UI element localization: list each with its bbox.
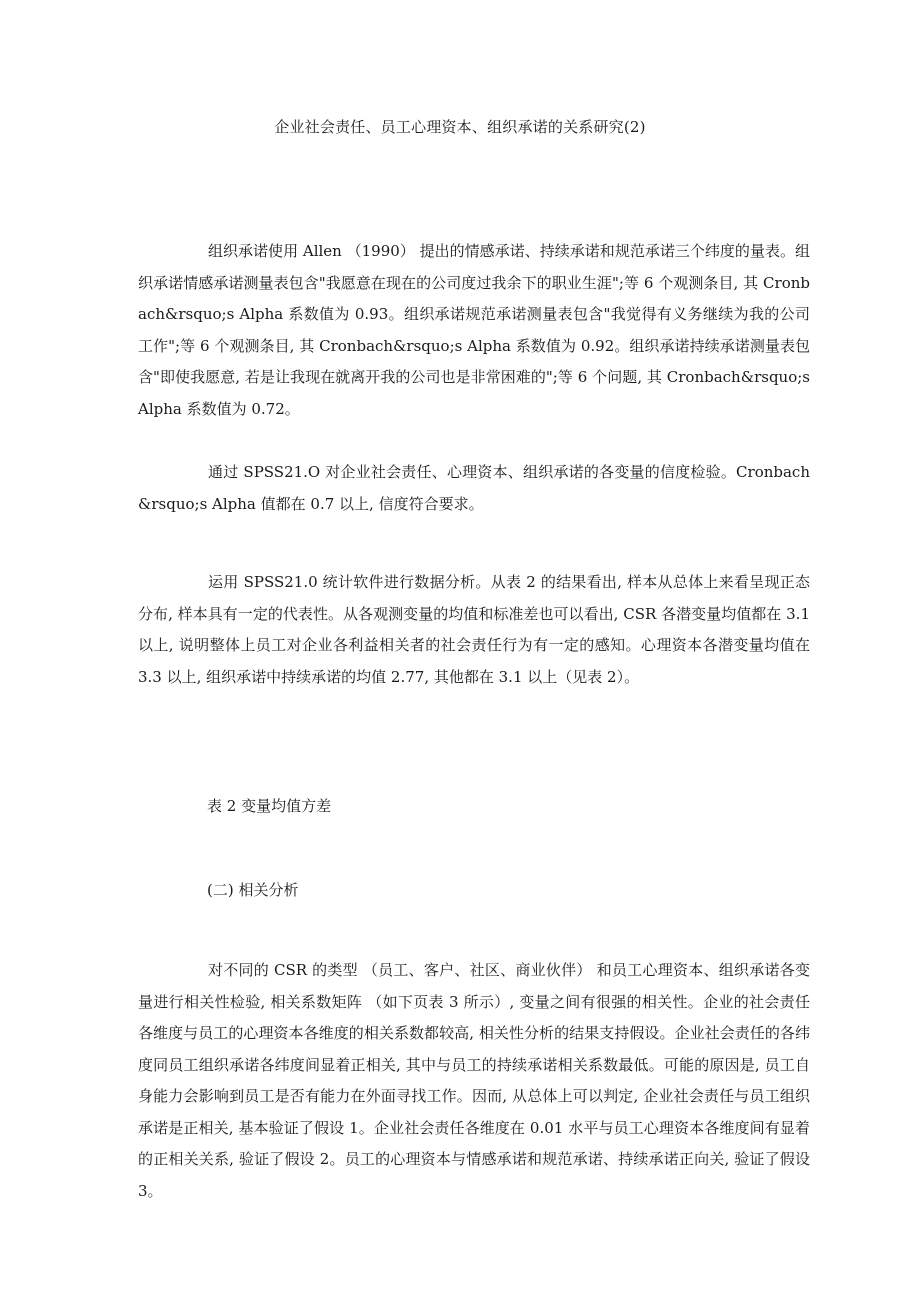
paragraph-correlation-analysis: 对不同的 CSR 的类型 （员工、客户、社区、商业伙伴） 和员工心理资本、组织承诺各变量进行相关性检验, 相关系数矩阵 （如下页表 3 所示）, 变量之间有很强的相关性。企业的社会责任各维度与员工的心理资本各维度的相关系数都较高, 相关性分析的结果支持假设。企业社会责任的各纬度同员工组织承诺各纬度间显着正相关, 其中与员工的持续承诺相关系数最低。可能的原因是, 员工自身能力会影响到员工是否有能力在外面寻找工作。因而, 从总体上可以判定, 企业社会责任与员工组织承诺是正相关, 基本验证了假设 1。企业社会责任各维度在 0.01 水平与员工心理资本各维度间有显着的正相关关系, 验证了假设 2。员工的心理资本与情感承诺和规范承诺、持续承诺正向关, 验证了假设 3。	[138, 961, 810, 1200]
paragraph-descriptive-statistics: 运用 SPSS21.0 统计软件进行数据分析。从表 2 的结果看出, 样本从总体上来看呈现正态分布, 样本具有一定的代表性。从各观测变量的均值和标准差也可以看出, CSR 各潜变量均值都在 3.1 以上, 说明整体上员工对企业各利益相关者的社会责任行为有一定的感知。心理资本各潜变量均值在 3.3 以上, 组织承诺中持续承诺的均值 2.77, 其他都在 3.1 以上（见表 2）。	[138, 573, 810, 686]
table-caption: 表 2 变量均值方差	[207, 797, 332, 815]
paragraph-organizational-commitment-scale: 组织承诺使用 Allen （1990） 提出的情感承诺、持续承诺和规范承诺三个纬度的量表。组织承诺情感承诺测量表包含"我愿意在现在的公司度过我余下的职业生涯";等 6 个观测条目, 其 Cronbach&rsquo;s Alpha 系数值为 0.93。组织承诺规范承诺测量表包含"我觉得有义务继续为我的公司工作";等 6 个观测条目, 其 Cronbach&rsquo;s Alpha 系数值为 0.92。组织承诺持续承诺测量表包含"即使我愿意, 若是让我现在就离开我的公司也是非常困难的";等 6 个问题, 其 Cronbach&rsquo;s Alpha 系数值为 0.72。	[138, 242, 810, 418]
document-title: 企业社会责任、员工心理资本、组织承诺的关系研究(2)	[274, 118, 646, 136]
paragraph-reliability-test: 通过 SPSS21.O 对企业社会责任、心理资本、组织承诺的各变量的信度检验。Cronbach&rsquo;s Alpha 值都在 0.7 以上, 信度符合要求。	[138, 463, 810, 513]
section-heading: (二) 相关分析	[207, 881, 299, 899]
